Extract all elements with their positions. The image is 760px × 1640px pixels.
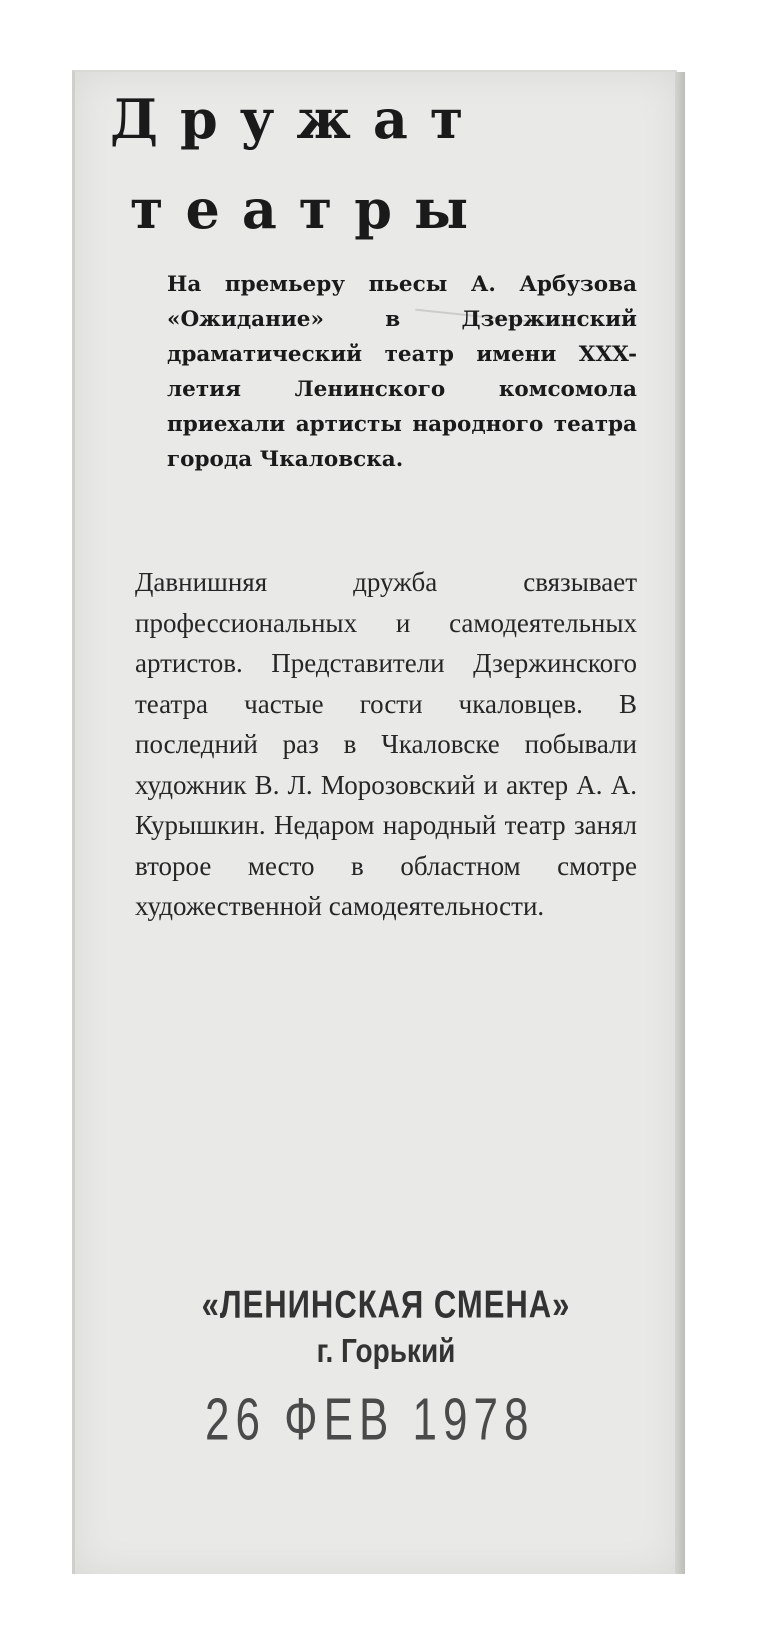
newspaper-name: «ЛЕНИНСКАЯ СМЕНА»	[201, 1282, 571, 1327]
source-attribution	[135, 1282, 637, 1369]
headline-line-2: театры	[130, 177, 491, 241]
date-stamp: 26 ФЕВ 1978	[205, 1387, 535, 1454]
lead-paragraph: На премьеру пьесы А. Арбузова «Ожидание» в Дзержинский драматический театр имени XXX-летия Ленинского комсомола приехали артисты народного театра города Чкаловска.	[167, 272, 637, 472]
body-paragraph: Давнишняя дружба связывает профессиональных и самодеятельных артистов. Представители Дзержинского театра частые гости чкаловцев. В последний раз в Чкаловске побывали художник В. Л. Морозовский и актер А. А. Курышкин. Недаром народный театр занял второе место в областном смотре художественной самодеятельности.	[135, 567, 637, 921]
newspaper-clipping	[72, 70, 677, 1574]
newspaper-city: г. Горький	[316, 1331, 456, 1369]
clipping-edge-shadow	[675, 72, 685, 1574]
headline-line-1: Дружат	[110, 87, 486, 151]
